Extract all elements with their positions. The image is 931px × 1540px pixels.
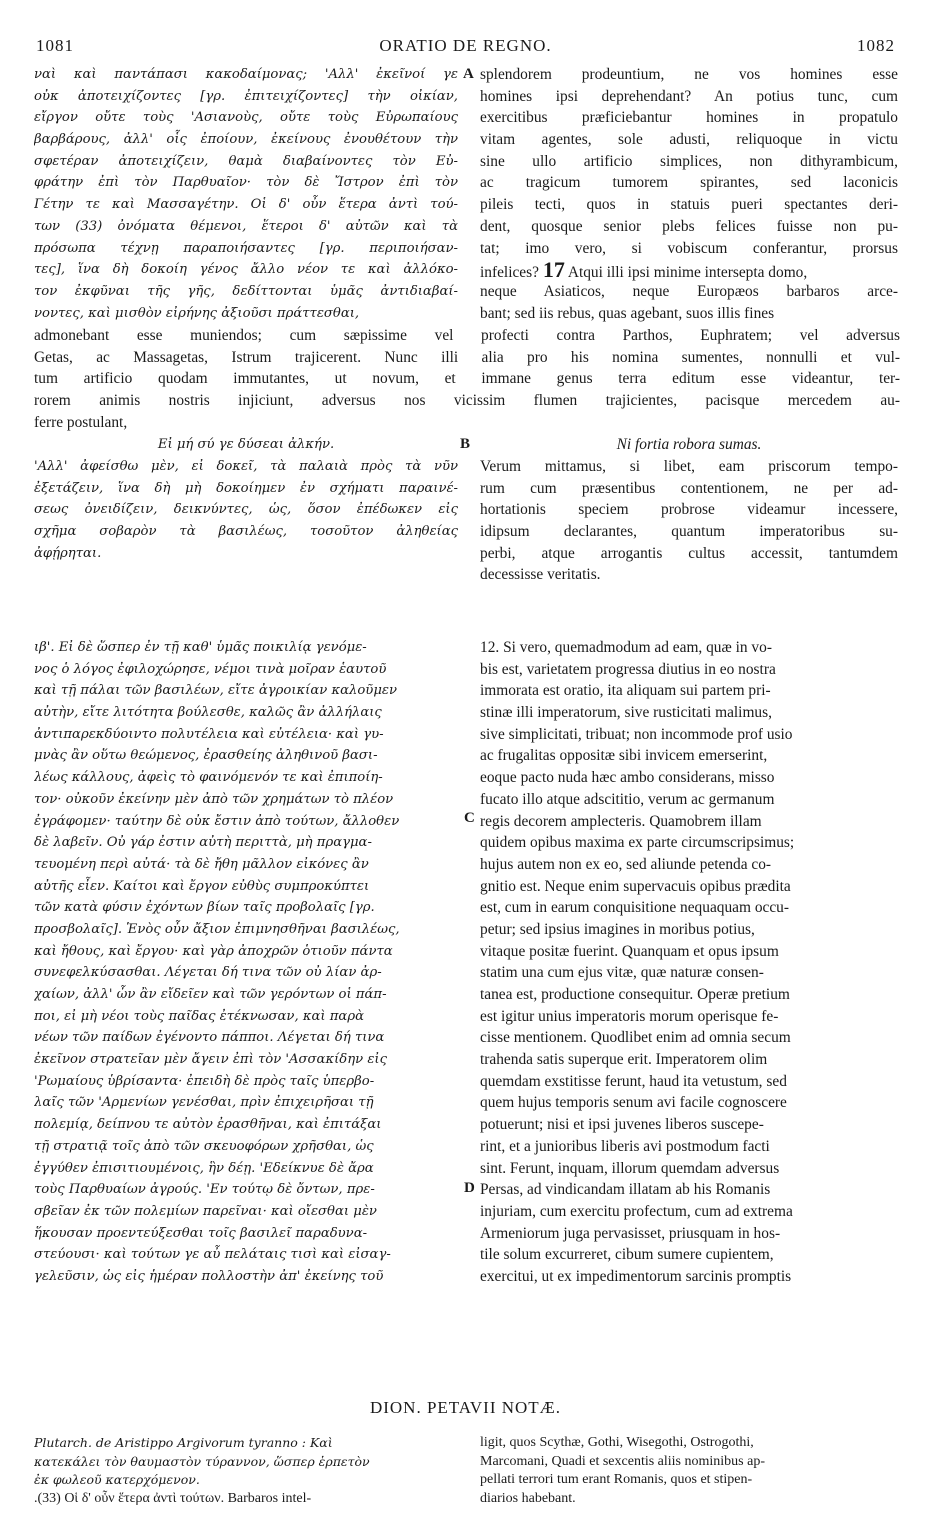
greek-line: προσβολαῖς]. Ἑνὸς οὖν ἄξιον ἐπιμνησθῆναι βασιλέως, <box>34 921 400 937</box>
latin-line: Armeniorum juga pervasisset, priusquam in hos- <box>480 1224 781 1242</box>
page-title: ORATIO DE REGNO. <box>379 36 552 55</box>
notes-left-column <box>34 1434 458 1508</box>
latin-line: quem hujus temporis senum avi facile cognoscere <box>480 1094 787 1112</box>
greek-column-bottom <box>34 637 458 1288</box>
latin-line: stinæ illi imperatorum, sive rusticitati malimus, <box>480 704 772 722</box>
latin-line: cisse mentionem. Quodlibet enim ad omnia secum <box>480 1029 791 1047</box>
margin-marker-d: D <box>464 1180 475 1196</box>
latin-line: decessisse veritatis. <box>480 566 601 584</box>
latin-column-top <box>480 64 898 324</box>
latin-line: statim una cum ejus vitæ, quæ naturæ consen- <box>480 964 764 982</box>
note-line: ἐκ φωλεοῦ κατερχόμενον. <box>34 1472 200 1487</box>
latin-line: perbi, atque arrogantis cultus accessit, tantumdem <box>480 544 898 562</box>
latin-line: regis decorem amplecteris. Quamobrem illam <box>480 812 762 830</box>
running-header <box>36 36 895 58</box>
greek-line: σχῆμα σοβαρὸν τὰ βασιλέως, τοσοῦτον ἀληθείας <box>34 524 458 540</box>
greek-line: χαίων, ἀλλ' ὧν ἂν εἴδεῖεν καὶ τῶν γερόντων οἱ πάπ- <box>34 987 387 1002</box>
note-line: Plutarch. de Aristippo Argivorum tyranno : Καὶ <box>34 1435 333 1450</box>
notes-right-column <box>480 1434 898 1508</box>
latin-line: tile solum excurreret, cibum sumere cupientem, <box>480 1246 774 1264</box>
latin-line: ac tragicum tumorem spirantes, sed laconicis <box>480 174 898 192</box>
section-number-17: 17 <box>542 259 565 281</box>
greek-line: τευομένη περὶ αὐτά· τὰ δὲ ἤθη μᾶλλον εἰκόνες ἂν <box>34 856 369 872</box>
latin-line: rint, et a junioribus liberis avi postmodum facti <box>480 1137 770 1155</box>
notes-title: DION. PETAVII NOTÆ. <box>369 1398 562 1417</box>
margin-marker-b: B <box>460 436 471 452</box>
latin-full-line: tum artificio quodam immutantes, ut novum, et immane genus terra editum esse videantur, ter- <box>34 370 900 388</box>
greek-line: των (33) ὀνόματα θέμενοι, ἕτεροι δ' αὐτῶν καὶ τὰ <box>34 218 458 234</box>
latin-line: est igitur unius imperatoris morum operisque fe- <box>480 1007 779 1025</box>
greek-line: μνὰς ἂν οὕτω θεώμενος, ἐρασθείης ἀληθινοῦ βασι- <box>34 748 378 764</box>
greek-line: αὐτὴν, εἴτε λιτότητα βούλεσθε, καλῶς ἂν ἀλλήλαις <box>34 705 382 721</box>
latin-full-line: ferre postulant, <box>34 413 128 431</box>
latin-line: 12. Si vero, quemadmodum ad eam, quæ in vo- <box>480 639 772 656</box>
margin-marker-c: C <box>464 810 475 826</box>
greek-column-mid <box>34 456 458 564</box>
latin-line: Verum mittamus, si libet, eam priscorum tempo- <box>480 458 898 475</box>
latin-line: bis est, varietatem progressa diutius in eo nostra <box>480 660 776 678</box>
latin-line: dent, quosque senior plebs felices fuisse non pu- <box>480 217 898 235</box>
latin-line: fucato illo atque adscititio, verum ac germanum <box>480 790 775 808</box>
latin-line: neque Asiaticos, neque Europæos barbaros arce- <box>480 282 898 300</box>
greek-line: δὲ λαβεῖν. Οὐ γάρ ἐστιν αὐτὴ περιττὰ, μὴ πραγμα- <box>34 835 372 851</box>
latin-line: homines ipsi deprehendant? An potius tunc, cum <box>480 87 898 105</box>
greek-line: συνεφελκύσασθαι. Λέγεται δή τινα τῶν οὐ λίαν ἀρ- <box>34 965 382 981</box>
latin-line: immorata est oratio, ita aliquam sui partem pri- <box>480 682 771 700</box>
latin-line: vitaque positæ fuerint. Quanquam et opus ipsum <box>480 942 779 960</box>
latin-line: exercitibus præficiebantur homines in propatulo <box>480 109 898 127</box>
latin-full-line: Getas, ac Massagetas, Istrum trajicerent. Nunc illi alia pro his nomina sumentes, nonnulli et vul- <box>34 348 900 366</box>
greek-line: αὐτῆς εἶεν. Καίτοι καὶ ἔργον εὐθὺς συμπροκύπτει <box>34 878 370 894</box>
greek-line: 'Ρωμαίους ὑβρίσαντα· ἐπειδὴ δὲ πρὸς ταῖς ὑπερβο- <box>34 1073 375 1089</box>
latin-line: quidem opibus maxima ex parte circumscripsimus; <box>480 834 795 852</box>
greek-line: καὶ ἤθους, καὶ ἔργου· καὶ γὰρ ἀποχρῶν ὁτιοῦν πάντα <box>34 943 393 959</box>
greek-line: ναὶ καὶ παντάπασι κακοδαίμονας; 'Αλλ' ἐκεῖνοί γε <box>34 67 458 82</box>
verse-latin: Ni fortia robora sumas. <box>616 436 762 453</box>
greek-line: στεύουσι· καὶ τούτων γε αὖ πελάταις τισὶ καὶ εἰσαγ- <box>34 1247 391 1263</box>
latin-line: idipsum declarantes, quantum imperatoribus su- <box>480 523 898 541</box>
latin-line: sine ullo artificio simplices, non dithyrambicum, <box>480 152 898 170</box>
greek-line: φράτην ἐπὶ τὸν Παρθυαῖον· τὸν δὲ Ἴστρον ἐπὶ τὸν <box>34 175 458 191</box>
latin-line: bant; sed iis rebus, quas agebant, suos illis fines <box>480 304 775 322</box>
latin-column-mid <box>480 456 898 586</box>
latin-line: exercitui, ut ex impedimentorum sarcinis promptis <box>480 1267 792 1285</box>
greek-line: τον ἐκφῦναι τῆς γῆς, δεδίττονται ὑμᾶς ἀντιδιαβαί- <box>34 283 458 299</box>
greek-line: τῶν κατὰ φύσιν ἐχόντων βίων ταῖς προβολαῖς [γρ. <box>34 900 375 916</box>
greek-line: καὶ τῇ πάλαι τῶν βασιλέων, εἴτε ἀγροικίαν καλοῦμεν <box>34 683 397 699</box>
note-line: ligit, quos Scythæ, Gothi, Wisegothi, Ostrogothi, <box>480 1435 754 1450</box>
greek-line: σεως ὀνειδίζειν, δεικνύντες, ὡς, ὅσον ἐπέδωκεν εἰς <box>34 502 458 518</box>
latin-line: hujus autem non ex eo, sed aliunde petenda co- <box>480 855 772 873</box>
latin-line: hortationis speciem probrose videamur incessere, <box>480 501 898 519</box>
greek-line: βαρβάρους, ἀλλ' οἷς ἐποίουν, ἐκείνους ἐνουθέτουν τὴν <box>34 132 458 148</box>
greek-line: ἐγράφομεν· ταύτην δὲ οὐκ ἔστιν ἀπὸ τούτων, ἄλλοθεν <box>34 813 400 829</box>
verse-greek: Εἰ μή σύ γε δύσεαι ἀλκήν. <box>157 437 335 452</box>
latin-line: splendorem prodeuntium, ne vos homines esse <box>480 66 898 83</box>
greek-line: νος ὁ λόγος ἐφιλοχώρησε, νέμοι τινὰ μοῖραν ἑαυτοῦ <box>34 661 387 677</box>
note-line: diarios habebant. <box>480 1490 576 1506</box>
latin-line: sint. Ferunt, inquam, illorum quemdam adversus <box>480 1159 780 1177</box>
latin-full-width <box>34 325 900 433</box>
latin-line: infelices? 17 Atqui illi ipsi minime intersepta domo, <box>480 259 808 281</box>
margin-marker-a: A <box>463 66 474 82</box>
latin-line: ac frugalitas oppositæ sibi invicem emerserint, <box>480 747 768 765</box>
greek-line: οὐκ ἀποτειχίζοντες [γρ. ἐπιτειχίζοντες] τὴν οἰκίαν, <box>34 88 458 104</box>
greek-line: 'Αλλ' ἀφείσθω μὲν, εἰ δοκεῖ, τὰ παλαιὰ πρὸς τὰ νῦν <box>34 459 458 474</box>
latin-line: est, cum in earum conquisitione nequaquam occu- <box>480 899 790 917</box>
greek-line: λαῖς τῶν 'Αρμενίων γενέσθαι, πρὶν ἐπιχειρῆσαι τῇ <box>34 1095 374 1111</box>
greek-line: τες], ἵνα δὴ δοκοίη γένος ἄλλο νέον τε καὶ ἀλλόκο- <box>34 262 458 278</box>
greek-line: ἀντιπαρεκδύοιντο πολυτέλεια καὶ εὐτέλεια· καὶ γυ- <box>34 726 384 742</box>
latin-line-tail: Atqui illi ipsi minime intersepta domo, <box>564 264 808 281</box>
latin-line: Persas, ad vindicandam illatam ab his Romanis <box>480 1181 771 1199</box>
left-page-number: 1081 <box>36 36 74 55</box>
latin-full-line: rorem animis nostris injiciunt, adversus nos vicissim flumen trajicientes, pacisque mercedem au- <box>34 392 900 410</box>
greek-line: ἥκουσαν προεντεύξεσθαι τοῖς βασιλεῖ παραδυνα- <box>34 1225 368 1241</box>
greek-line: ἐκεῖνον στρατεῖαν μὲν ἄγειν ἐπὶ τὸν 'Ασσακίδην εἰς <box>34 1052 387 1068</box>
latin-line: eoque pacto nuda hæc ambo considerans, misso <box>480 769 775 787</box>
greek-line: εἴργον οὔτε τοὺς 'Ασιανοὺς, οὔτε τοὺς Εὐρωπαίους <box>34 110 458 126</box>
greek-line: ἐξετάζειν, ἵνα δὴ μὴ δοκοίημεν ἐν σχήματι παραινέ- <box>34 480 458 496</box>
greek-line: πρόσωπα τέχνῃ παραποιήσαντες [γρ. περιποιήσαν- <box>34 240 458 256</box>
latin-line: rum cum præsentibus contentionem, ne per ad- <box>480 479 898 497</box>
greek-line: Γέτην τε καὶ Μασσαγέτην. Οἱ δ' οὖν ἕτερα ἀντὶ τού- <box>34 197 458 213</box>
latin-line: quemdam exstitisse ferunt, haud ita vetustum, sed <box>480 1072 787 1090</box>
greek-line: ἐγγύθεν ἐπισιτιουμένοις, ἣν δέῃ. 'Εδείκνυε δὲ ἄρα <box>34 1160 374 1176</box>
greek-line: ἀφῄρηται. <box>34 545 102 561</box>
latin-line: tanea est, productione consequitur. Operæ pretium <box>480 986 790 1003</box>
greek-line: λέως κάλλους, ἀφεὶς τὸ φαινόμενόν τε καὶ ἐπιποίη- <box>34 770 383 786</box>
right-page-number: 1082 <box>857 36 895 55</box>
latin-line: gnitio est. Neque enim supervacuis opibus prædita <box>480 877 791 895</box>
greek-line: γελεῦσιν, ὡς εἰς ἡμέραν πολλοστὴν ἀπ' ἐκείνης τοῦ <box>34 1268 384 1284</box>
latin-line: tat; imo vero, si vobiscum conferantur, prorsus <box>480 239 898 257</box>
latin-line: trahenda satis superque erit. Imperatorem olim <box>480 1051 768 1069</box>
latin-column-bottom <box>480 637 898 1288</box>
latin-line: injuriam, cum exercitu profectum, cum ad extrema <box>480 1202 793 1220</box>
latin-full-line: admonebant esse muniendos; cum sæpissime vel profecti contra Parthos, Euphratem; vel adversus <box>34 327 900 344</box>
greek-line: τον· οὐκοῦν ἐκείνην μὲν ἀπὸ τῶν χρημάτων τὸ πλέον <box>34 791 394 807</box>
note-line: κατεκάλει τὸν θαυμαστὸν τύραννον, ὥσπερ ἑρπετὸν <box>34 1453 370 1469</box>
latin-line: potuerunt; nisi et ipsi juvenes liberos suscepe- <box>480 1116 764 1134</box>
greek-column-top <box>34 64 458 324</box>
greek-line: ποι, εἰ μὴ νέοι τοὺς παῖδας ἐτέκνωσαν, καὶ παρὰ <box>34 1008 364 1024</box>
note-line: .(33) Οἱ δ' οὖν ἕτερα ἀντὶ τούτων. Barbaros intel- <box>34 1490 312 1506</box>
greek-line: τῇ στρατιᾷ τοῖς ἀπὸ τῶν σκευοφόρων χρῆσθαι, ὡς <box>34 1138 374 1154</box>
note-line: Marcomani, Quadi et sexcentis aliis nominibus ap- <box>480 1453 765 1469</box>
note-line: pellati terrori tum erant Romanis, quos et stipen- <box>480 1472 753 1487</box>
latin-line: sive simplicitati, tribuat; non incommode prof usio <box>480 725 793 743</box>
greek-line: νέων τῶν παίδων ἐγένοντο πάπποι. Λέγεται δή τινα <box>34 1030 385 1046</box>
greek-line: νοντες, καὶ μισθὸν εἰρήνης ἀξιοῦσι πράττεσθαι, <box>34 305 360 321</box>
latin-line: vitam agentes, sole adusti, reliquoque in victu <box>480 131 898 149</box>
greek-line: σβεῖαν ἐκ τῶν πολεμίων παρεῖναι· καὶ οἴεσθαι μὲν <box>34 1203 377 1219</box>
latin-line: petur; sed ipsius imagines in moribus potius, <box>480 920 755 938</box>
greek-line: ιβ'. Εἰ δὲ ὥσπερ ἐν τῇ καθ' ὑμᾶς ποικιλίᾳ γενόμε- <box>34 640 367 655</box>
greek-line: πολεμίᾳ, δείπνου τε αὐτὸν ἐρασθῆναι, καὶ ἐπιτάξαι <box>34 1117 382 1133</box>
latin-line: pileis tecti, quos in statuis pueri spectantes deri- <box>480 196 898 214</box>
greek-line: τοὺς Παρθυαίων ἀγρούς. 'Εν τούτῳ δὲ ὄντων, πρε- <box>34 1182 375 1198</box>
greek-line: σφετέραν ἀποτειχίζειν, θαμὰ διαβαίνοντες τὸν Εὐ- <box>34 153 458 169</box>
